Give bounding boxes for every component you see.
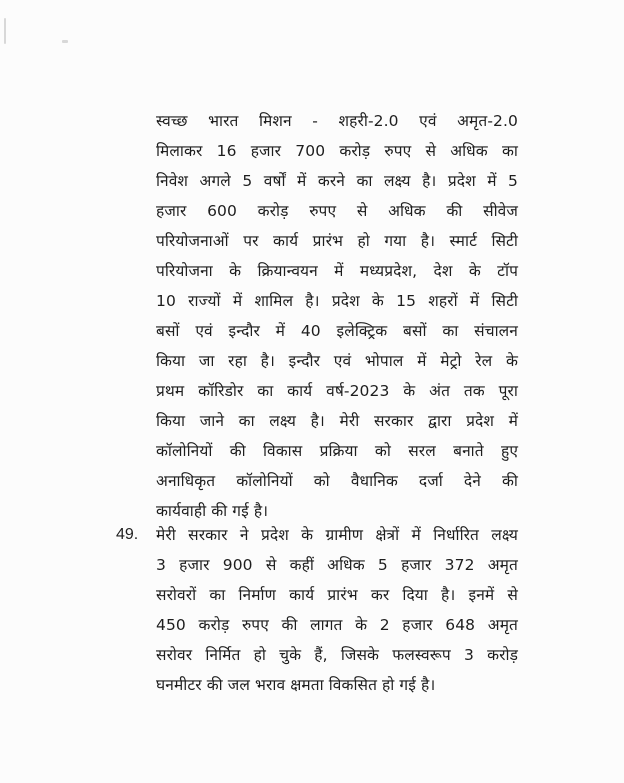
text-line: अनाधिकृत कॉलोनियों को वैधानिक दर्जा देने की [156, 472, 518, 490]
text-line: हजार 600 करोड़ रुपए से अधिक की सीवेज [156, 202, 518, 220]
text-line: कॉलोनियों की विकास प्रक्रिया को सरल बनाते हुए [156, 442, 518, 460]
text-line: निवेश अगले 5 वर्षों में करने का लक्ष्य है। प्रदेश में 5 [156, 172, 518, 190]
text-line: सरोवरों का निर्माण कार्य प्रारंभ कर दिया है। इनमें से [156, 586, 518, 604]
text-line: बसों एवं इन्दौर में 40 इलेक्ट्रिक बसों का संचालन [156, 322, 518, 340]
text-line: घनमीटर की जल भराव क्षमता विकसित हो गई है। [156, 676, 436, 694]
text-line: मेरी सरकार ने प्रदेश के ग्रामीण क्षेत्रों में निर्धारित लक्ष्य [156, 526, 518, 544]
text-line: कार्यवाही की गई है। [156, 502, 269, 520]
scan-artifact [62, 40, 68, 43]
text-line: किया जा रहा है। इन्दौर एवं भोपाल में मेट्रो रेल के [156, 352, 518, 370]
paragraph-49 [156, 520, 518, 700]
text-line: 450 करोड़ रुपए की लागत के 2 हजार 648 अमृत [156, 616, 518, 634]
text-line: 10 राज्यों में शामिल है। प्रदेश के 15 शहरों में सिटी [156, 292, 518, 310]
paragraph-48-continuation [156, 106, 518, 526]
text-line: 3 हजार 900 से कहीं अधिक 5 हजार 372 अमृत [156, 556, 518, 574]
text-line: मिलाकर 16 हजार 700 करोड़ रुपए से अधिक का [156, 142, 518, 160]
text-line: प्रथम कॉरिडोर का कार्य वर्ष-2023 के अंत तक पूरा [156, 382, 518, 400]
text-line: परियोजनाओं पर कार्य प्रारंभ हो गया है। स्मार्ट सिटी [156, 232, 518, 250]
text-line: सरोवर निर्मित हो चुके हैं, जिसके फलस्वरूप 3 करोड़ [156, 646, 518, 664]
text-line: किया जाने का लक्ष्य है। मेरी सरकार द्वारा प्रदेश में [156, 412, 518, 430]
paragraph-number: 49. [116, 526, 139, 543]
text-line: परियोजना के क्रियान्वयन में मध्यप्रदेश, देश के टॉप [156, 262, 518, 280]
text-line: स्वच्छ भारत मिशन - शहरी-2.0 एवं अमृत-2.0 [156, 112, 518, 130]
scan-artifact [4, 18, 6, 44]
